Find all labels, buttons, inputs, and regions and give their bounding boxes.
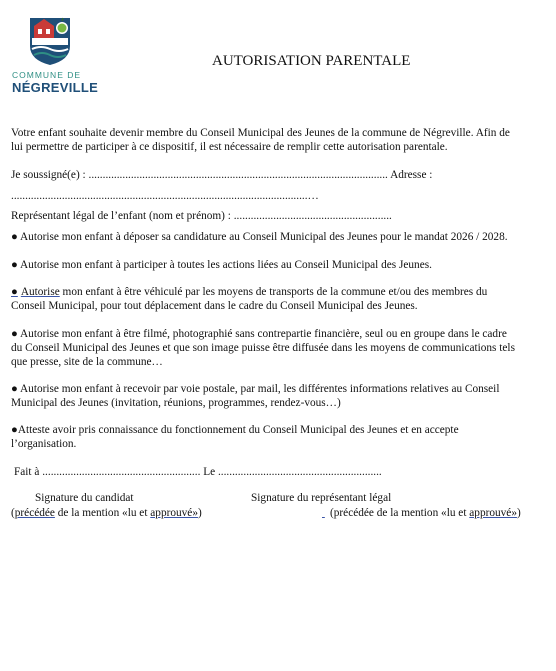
soussigne-line: Je soussigné(e) : .......................................................................................................... Adresse : (11, 169, 433, 181)
fait-a-line: Fait à ........................................................ Le .......................................................... (14, 466, 382, 478)
authorization-item-1: ● Autorise mon enfant à déposer sa candidature au Conseil Municipal des Jeunes pour le mandat 2026 / 2028. (11, 231, 508, 243)
mention-representant (322, 506, 521, 520)
item6-line2: l’organisation. (11, 438, 77, 450)
logo-line1: COMMUNE DE (12, 70, 82, 80)
item3-bullet: ● (11, 286, 18, 298)
mention-paren-open-2: ( (330, 507, 334, 519)
item4-line2: du Conseil Municipal des Jeunes et que son image puisse être diffusée dans les moyens de communications tels (11, 342, 515, 354)
representant-line: Représentant légal de l’enfant (nom et prénom) : ........................................................ (11, 210, 392, 222)
item5-line2: Municipal des Jeunes (invitation, réunions, programmes, rendez-vous…) (11, 397, 341, 409)
adresse-line: .........................................................................................................… (11, 190, 319, 202)
mention-approuve: approuvé» (150, 507, 198, 519)
authorization-item-5 (11, 382, 499, 410)
mention-paren-open: ( (11, 507, 15, 519)
item3-keyword: Autorise (20, 286, 60, 298)
mention-paren-close: ) (197, 507, 202, 519)
mention-underline-space (322, 506, 330, 520)
intro-line2: lui permettre de participer à ce dispositif, il est nécessaire de remplir cette autorisation parentale. (11, 141, 448, 153)
logo-line2: NÉGREVILLE (12, 80, 99, 95)
document-title: AUTORISATION PARENTALE (212, 53, 411, 69)
item6-line1: ●Atteste avoir pris connaissance du fonctionnement du Conseil Municipal des Jeunes et en accepte (11, 424, 459, 436)
mention-precedee: précédée (14, 507, 55, 519)
item3-line2: Conseil Municipal, pour tout déplacement dans le cadre du Conseil Municipal des Jeunes. (11, 300, 418, 312)
authorization-item-2: ● Autorise mon enfant à participer à toutes les actions liées au Conseil Municipal des Jeunes. (11, 259, 432, 271)
attestation-item (11, 423, 459, 451)
mention-text-2: de la mention «lu et (373, 507, 470, 519)
item4-line1: ● Autorise mon enfant à être filmé, photographié sans contrepartie financière, seul ou en groupe dans le cadre (11, 328, 507, 340)
mention-paren-close-2: ) (516, 507, 521, 519)
mention-precedee-2: précédée (333, 507, 374, 519)
item4-line3: que presse, site de la commune… (11, 356, 163, 368)
intro-line1: Votre enfant souhaite devenir membre du Conseil Municipal des Jeunes de la commune de Négreville. Afin de (11, 127, 510, 139)
coat-of-arms-icon (28, 16, 72, 66)
mention-approuve-2: approuvé» (469, 507, 517, 519)
mention-candidat (11, 506, 202, 520)
item3-line1 (11, 285, 487, 299)
commune-logo (10, 16, 99, 95)
mention-text: de la mention «lu et (54, 507, 151, 519)
signature-representant-label: Signature du représentant légal (251, 492, 392, 504)
intro-paragraph (11, 126, 510, 154)
item3-rest: mon enfant à être véhiculé par les moyens de transports de la commune et/ou des membres du (59, 286, 488, 298)
authorization-item-3 (11, 285, 487, 313)
signature-candidat-label: Signature du candidat (35, 492, 134, 504)
item5-line1: ● Autorise mon enfant à recevoir par voie postale, par mail, les différentes informations relatives au Conseil (11, 383, 500, 395)
authorization-item-4 (11, 327, 515, 369)
